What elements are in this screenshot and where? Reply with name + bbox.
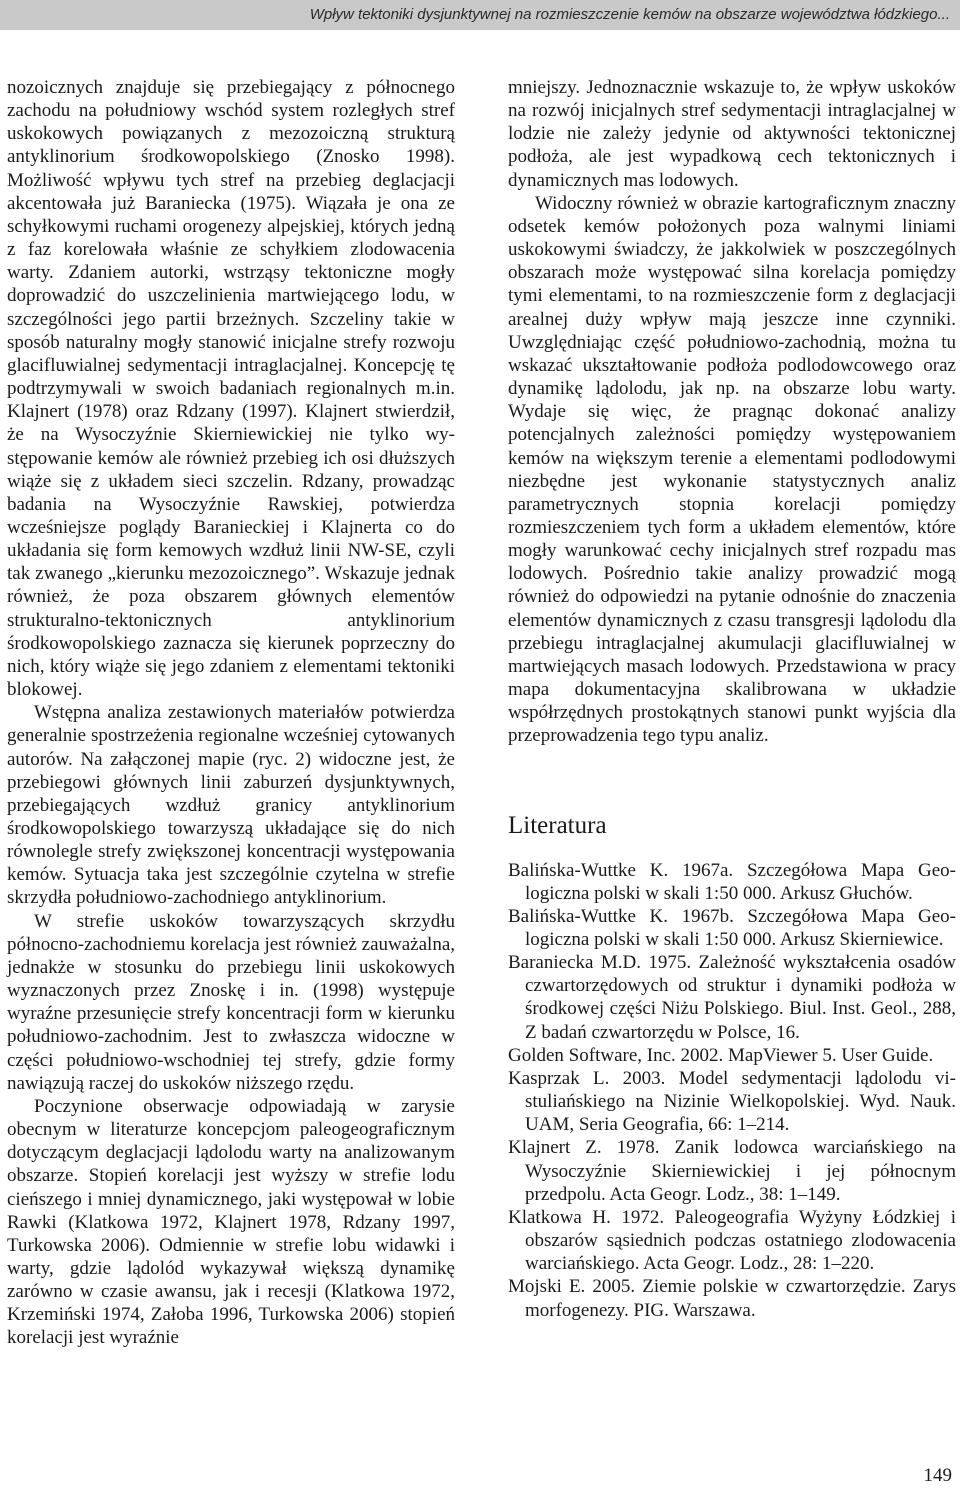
reference-item: Mojski E. 2005. Ziemie polskie w czwartorzędzie. Zarys morfogenezy. PIG. Warszawa. xyxy=(508,1276,956,1321)
body-paragraph: nozoicznych znajduje się przebiegający z północnego zachodu na południowy wschód system rozległych stref uskokowych powiązanych z mezozoiczną strukturą antyklinorium środkowopolskiego (Znosko 1998). Możliwość wpływu tych stref na przebieg deglacjacji akcentowała już Baraniecka (1975). Wiązała je ona ze schyłkowymi ruchami orogenezy alpejskiej, których jedną z faz korelowała właśnie ze schyłkiem zlodowacenia warty. Zdaniem autorki, wstrząsy tektoniczne mogły doprowadzić do uszczelinienia martwiejącego lodu, w szczególności jego partii brzeżnych. Szczeliny takie w sposób naturalny mogły stanowić inicjalne strefy rozwoju glacifluwialnej sedymentacji intraglacjalnej. Koncepcję tę podtrzymywali w swoich badaniach regionalnych m.in. Klajnert (1978) oraz Rdzany (1997). Klajnert stwierdził, że na Wysoczyźnie Skierniewickiej nie tylko występowanie kemów ale również przebieg ich osi dłuższych wiąże się z układem sieci szczelin. Rdzany, prowadząc badania na Wysoczyźnie Rawskiej, potwierdza wcześniejsze poglądy Baranieckiej i Klajnerta co do układania się form kemowych wzdłuż linii NW-SE, czyli tak zwanego „kierunku mezozoicznego”. Wskazuje jednak również, że poza obszarem głównych elementów strukturalno-tektonicznych antyklinorium środkowopolskiego zaznacza się kierunek poprzeczny do nich, który wiąże się jego zdaniem z elementami tektoniki blokowej. xyxy=(7,77,455,701)
running-header xyxy=(0,0,960,30)
literature-heading: Literatura xyxy=(508,811,607,839)
left-column xyxy=(7,76,455,1350)
reference-item: Kasprzak L. 2003. Model sedymentacji lądolodu vistuliańskiego na Nizinie Wielkopolskiej. Wyd. Nauk. UAM, Seria Geografia, 66: 1–214. xyxy=(508,1067,956,1136)
reference-item: Klatkowa H. 1972. Paleogeografia Wyżyny Łódzkiej i obszarów sąsiednich podczas ostatniego zlodowacenia warciańskiego. Acta Geogr. Lodz., 28: 1–220. xyxy=(508,1206,956,1275)
reference-item: Balińska-Wuttke K. 1967b. Szczegółowa Mapa Geologiczna polski w skali 1:50 000. Arkusz Skierniewice. xyxy=(508,905,956,950)
body-paragraph: Poczynione obserwacje odpowiadają w zarysie obecnym w literaturze koncepcjom paleogeograficznym dotyczącym deglacjacji lądolodu warty na analizowanym obszarze. Stopień korelacji jest wyższy w strefie lodu cieńszego i mniej dynamicznego, jaki występował w lobie Rawki (Klatkowa 1972, Klajnert 1978, Rdzany 1997, Turkowska 2006). Odmiennie w strefie lobu widawki i warty, gdzie lądolód wykazywał większą dynamikę zarówno w czasie awansu, jak i recesji (Klatkowa 1972, Krzemiński 1974, Załoba 1996, Turkowska 2006) stopień korelacji jest wyraźnie xyxy=(7,1095,455,1349)
page-number: 149 xyxy=(923,1465,952,1486)
reference-item: Klajnert Z. 1978. Zanik lodowca warciańskiego na Wysoczyźnie Skierniewickiej i jej północnym przedpolu. Acta Geogr. Lodz., 38: 1–149. xyxy=(508,1137,956,1205)
body-paragraph: Widoczny również w obrazie kartograficznym znaczny odsetek kemów położonych poza walnymi liniami uskokowymi świadczy, że jakkolwiek w poszczególnych obszarach może występować silna korelacja pomiędzy tymi elementami, to na rozmieszczenie form z deglacjacji arealnej duży wpływ mają jeszcze inne czynniki. Uwzględniając część południowo-zachodnią, można tu wskazać ukształtowanie podłoża podlodowcowego oraz dynamikę lądolodu, jak np. na obszarze lobu warty. Wydaje się więc, że pragnąc dokonać analizy potencjalnych zależności pomiędzy występowaniem kemów na większym terenie a elementami podlodowymi niezbędne jest wykonanie statystycznych analiz parametrycznych stopnia korelacji pomiędzy rozmieszczeniem tych form a układem elementów, które mogły warunkować cechy inicjalnych stref rozpadu mas lodowych. Pośrednio takie analizy prowadzić mogą również do odpowiedzi na pytanie odnośnie do znaczenia elementów dynamicznych z czasu transgresji lądolodu dla przebiegu intraglacjalnej akumulacji glacifluwialnej w martwiejących masach lodowych. Przedstawiona w pracy mapa dokumentacyjna skalibrowana w układzie współrzędnych prostokątnych stanowi punkt wyjścia dla przeprowadzenia tego typu analiz. xyxy=(508,192,956,747)
body-paragraph: Wstępna analiza zestawionych materiałów potwierdza generalnie spostrzeżenia regionalne wcześniej cytowanych autorów. Na załączonej mapie (ryc. 2) widoczne jest, że przebiegowi głównych linii zaburzeń dysjunktywnych, przebiegających wzdłuż granicy antyklinorium środkowopolskiego towarzyszą układające się do nich równolegle strefy zwiększonej koncentracji występowania kemów. Sytuacja taka jest szczególnie czytelna w strefie skrzydła południowo-zachodniego antyklinorium. xyxy=(7,702,455,909)
right-column xyxy=(508,76,956,1322)
reference-item: Golden Software, Inc. 2002. MapViewer 5. User Guide. xyxy=(508,1044,934,1066)
body-paragraph: W strefie uskoków towarzyszących skrzydłu północno-zachodniemu korelacja jest również zauważalna, jednakże w stosunku do przebiegu linii uskokowych wyznaczonych przez Znoskę i in. (1998) występuje wyraźne przesunięcie strefy koncentracji form w kierunku południowo-zachodnim. Jest to zwłaszcza widoczne w części południowo-wschodniej tej strefy, gdzie formy nawiązują raczej do uskoków niższego rzędu. xyxy=(7,910,455,1094)
reference-item: Baraniecka M.D. 1975. Zależność wykształcenia osadów czwartorzędowych od struktur i dynamiki podłoża w środkowej części Niżu Polskiego. Biul. Inst. Geol., 288, Z badań czwartorzędu w Polsce, 16. xyxy=(508,952,956,1043)
reference-item: Balińska-Wuttke K. 1967a. Szczegółowa Mapa Geologiczna polski w skali 1:50 000. Arkusz Głuchów. xyxy=(508,859,956,904)
running-title: Wpływ tektoniki dysjunktywnej na rozmieszczenie kemów na obszarze województwa łódzkiego... xyxy=(309,6,950,23)
body-paragraph: mniejszy. Jednoznacznie wskazuje to, że wpływ uskoków na rozwój inicjalnych stref sedymentacji intraglacjalnej w lodzie nie zależy jedynie od aktywności tektonicznej podłoża, ale jest wypadkową cech tektonicznych i dynamicznych mas lodowych. xyxy=(508,77,956,191)
reference-list xyxy=(508,859,956,1322)
